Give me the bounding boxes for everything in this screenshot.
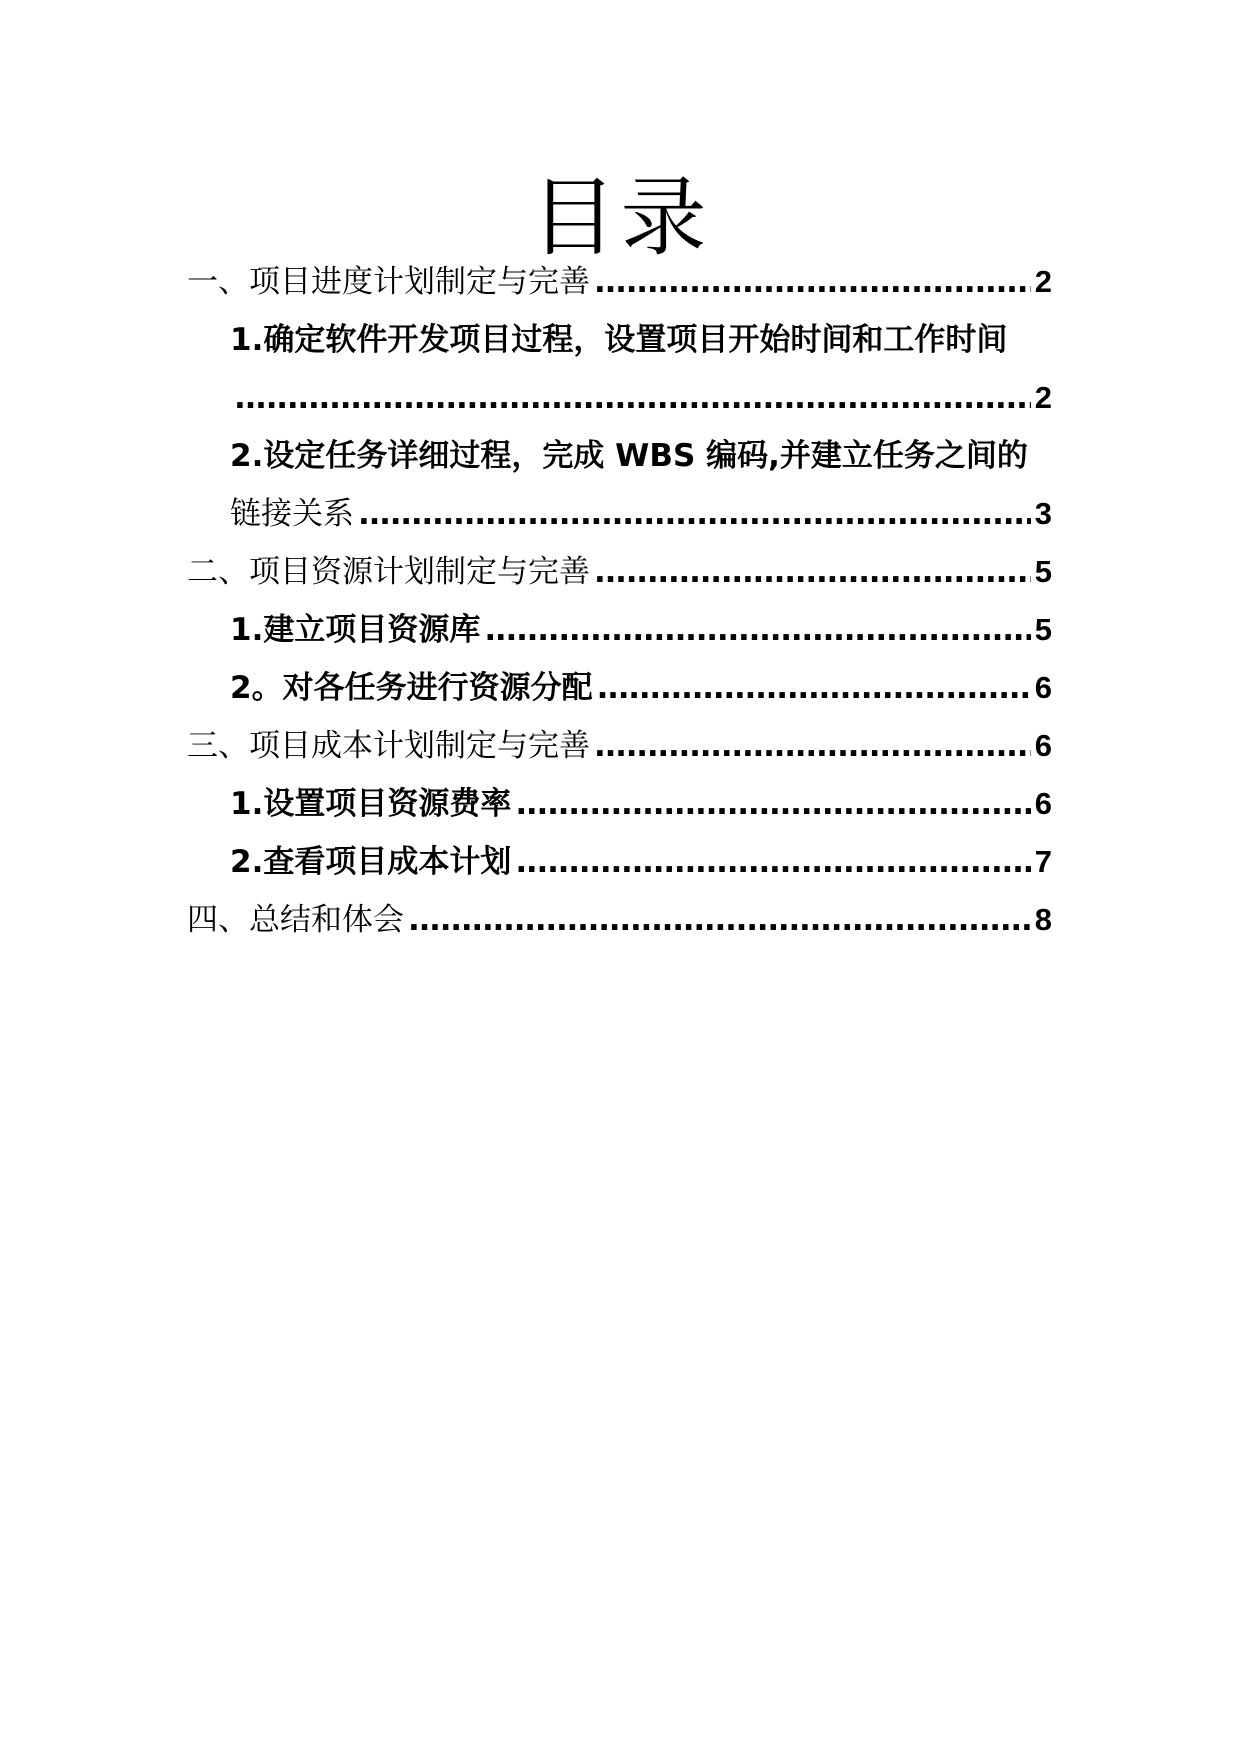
toc-entry-1-2[interactable]: [230, 494, 1052, 534]
toc-entry-label: 1.建立项目资源库: [230, 612, 481, 648]
toc-entry-1-1-line1[interactable]: 1.确定软件开发项目过程，设置项目开始时间和工作时间: [230, 322, 1008, 358]
toc-entry-label: 二、项目资源计划制定与完善: [187, 554, 590, 590]
toc-page-number: 7: [1034, 844, 1052, 879]
toc-page-number: 6: [1034, 728, 1052, 763]
toc-entry-1-1[interactable]: [230, 378, 1052, 418]
toc-entry-label: 一、项目进度计划制定与完善: [187, 264, 590, 300]
toc-leader: [358, 494, 1031, 534]
toc-leader: [597, 668, 1031, 708]
toc-entry-2-2[interactable]: [230, 668, 1052, 708]
toc-entry-1-2-line1[interactable]: 2.设定任务详细过程，完成 WBS 编码,并建立任务之间的: [230, 438, 1028, 474]
toc-page-number: 6: [1034, 786, 1052, 821]
toc-entry-label: 四、总结和体会: [187, 902, 404, 938]
toc-leader: [594, 552, 1031, 592]
toc-entry-2-1[interactable]: [230, 610, 1052, 650]
toc-page-number: 2: [1034, 264, 1052, 299]
page-title: 目录: [530, 168, 711, 268]
toc-entry-2[interactable]: [187, 552, 1052, 592]
toc-entry-label: 2.查看项目成本计划: [230, 844, 512, 880]
toc-page-number: 6: [1034, 670, 1052, 705]
toc-leader: [515, 784, 1030, 824]
toc-leader: [408, 900, 1031, 940]
toc-entry-label: 1.设置项目资源费率: [230, 786, 512, 822]
toc-entry-3-1[interactable]: [230, 784, 1052, 824]
toc-leader: [484, 610, 1030, 650]
toc-entry-label: 2。对各任务进行资源分配: [230, 670, 593, 706]
toc-leader: [594, 262, 1031, 302]
toc-leader: [594, 726, 1031, 766]
toc-entry-3[interactable]: [187, 726, 1052, 766]
toc-leader: [234, 378, 1031, 418]
toc-entry-1[interactable]: [187, 262, 1052, 302]
toc-entry-4[interactable]: [187, 900, 1052, 940]
toc-leader: [515, 842, 1030, 882]
toc-page-number: 5: [1034, 612, 1052, 647]
toc-page-number: 2: [1034, 380, 1052, 415]
toc-page-number: 3: [1034, 496, 1052, 531]
toc-entry-label: 三、项目成本计划制定与完善: [187, 728, 590, 764]
toc-entry-3-2[interactable]: [230, 842, 1052, 882]
toc-page-number: 8: [1034, 902, 1052, 937]
toc-page-number: 5: [1034, 554, 1052, 589]
toc-entry-label: 链接关系: [230, 496, 354, 532]
